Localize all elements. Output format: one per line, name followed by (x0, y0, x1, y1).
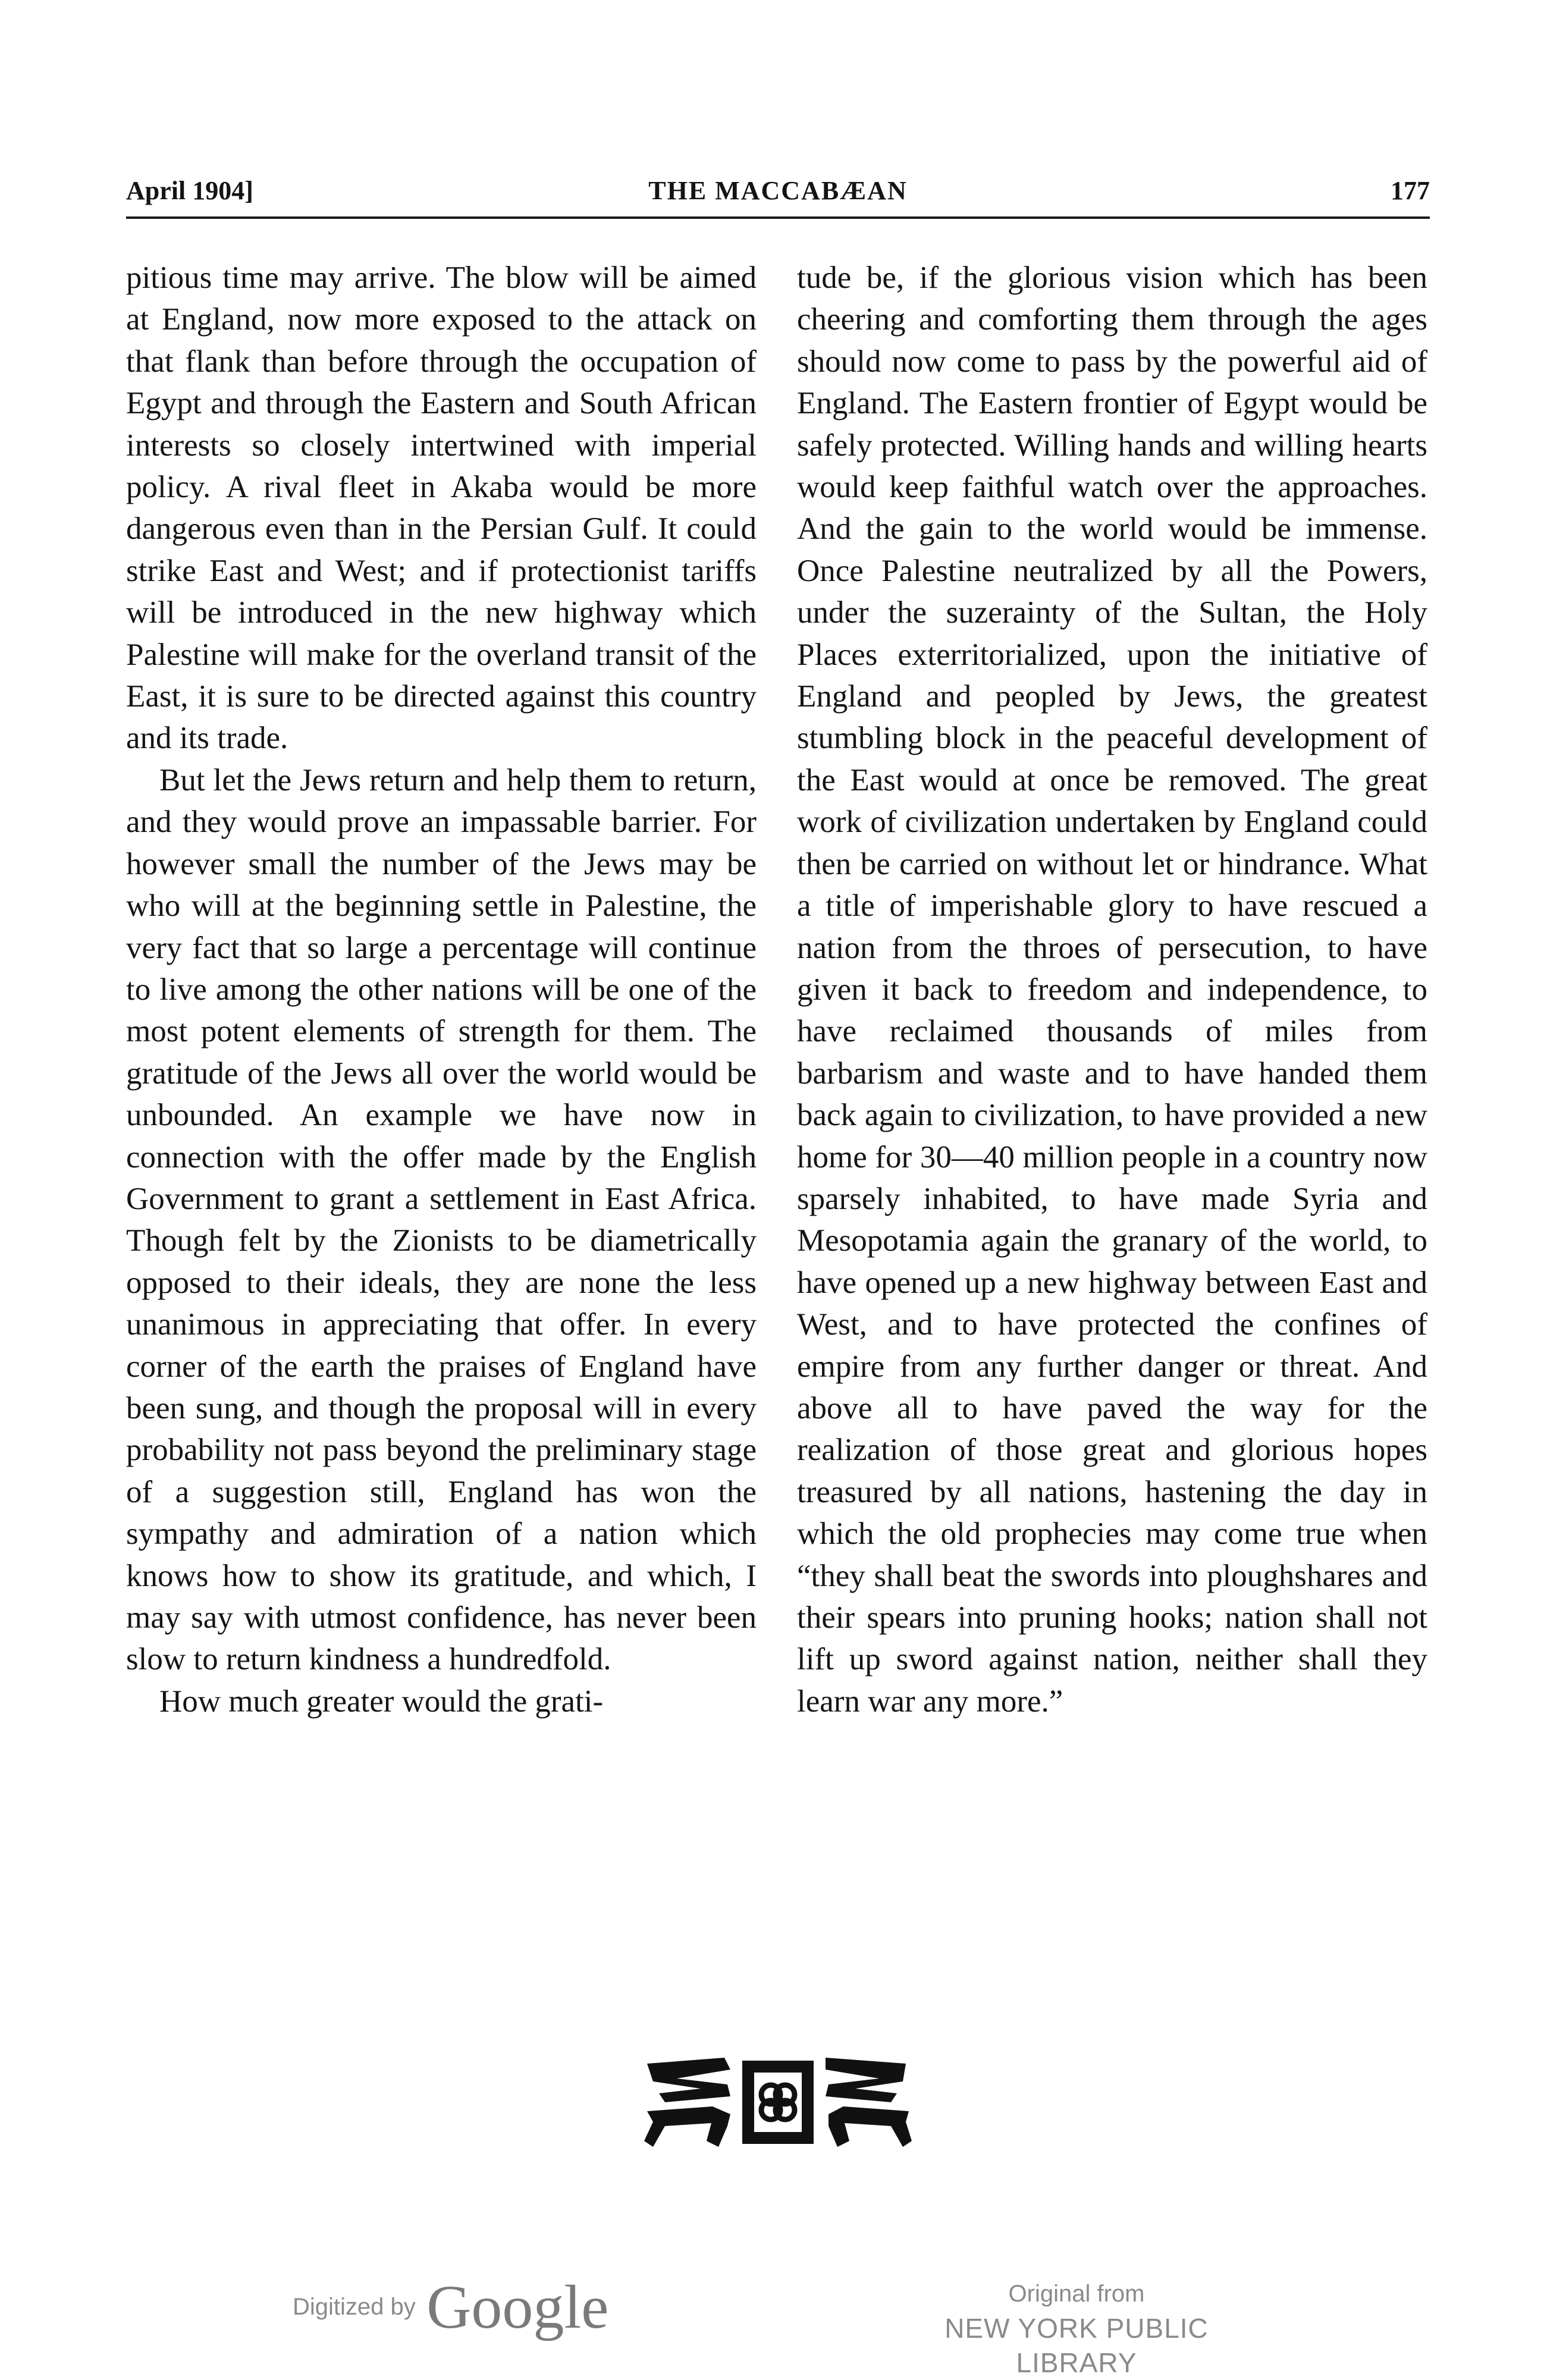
paragraph: But let the Jews return and help them to return, and they would prove an impassable barrier. For however small the number of the Jews may be who will at the beginning settle in Palestine, the very fact that so large a percentage will continue to live among the other nations will be one of the most potent elements of strength for them. The gratitude of the Jews all over the world would be unbounded. An example we have now in connection with the offer made by the English Government to grant a settlement in East Africa. Though felt by the Zionists to be diametrically opposed to their ideals, they are none the less unanimous in appreciating that offer. In every corner of the earth the praises of England have been sung, and though the proposal will in every probability not pass beyond the preliminary stage of a suggestion still, England has won the sympathy and admiration of a nation which knows how to show its gratitude, and which, I may say with utmost confidence, has never been slow to return kindness a hundredfold. (126, 762, 757, 1677)
digitized-label: Digitized by (293, 2294, 416, 2320)
running-header (126, 175, 1430, 217)
header-rule (126, 216, 1430, 219)
right-column (797, 257, 1427, 1722)
page-number: 177 (1391, 176, 1430, 205)
original-from-watermark (892, 2277, 1261, 2380)
digitized-by-watermark (293, 2272, 609, 2341)
paragraph: pitious time may arrive. The blow will be aimed at England, now more exposed to the attack on that flank than before through the occupation of Egypt and through the Eastern and South African interests so closely intertwined with imperial policy. A rival fleet in Akaba would be more dangerous even than in the Persian Gulf. It could strike East and West; and if protectionist tariffs will be introduced in the new highway which Palestine will make for the overland transit of the East, it is sure to be directed against this country and its trade. (126, 260, 757, 756)
original-from-label: Original from (1008, 2281, 1145, 2307)
paragraph: tude be, if the glorious vision which has been cheering and comforting them through the ages should now come to pass by the powerful aid of England. The Eastern frontier of Egypt would be safely protected. Willing hands and willing hearts would keep faithful watch over the approaches. And the gain to the world would be immense. Once Palestine neutralized by all the Powers, under the suzerainty of the Sultan, the Holy Places exterritorialized, upon the initiative of England and peopled by Jews, the greatest stumbling block in the peaceful development of the East would at once be removed. The great work of civilization undertaken by England could then be carried on without let or hindrance. What a title of imperishable glory to have rescued a nation from the throes of persecution, to have given it back to freedom and independence, to have reclaimed thousands of miles from barbarism and waste and to have handed them back again to civilization, to have provided a new home for 30—40 million people in a country now sparsely inhabited, to have made Syria and Mesopotamia again the granary of the world, to have opened up a new highway between East and West, and to have protected the confines of empire from any further danger or threat. And above all to have paved the way for the realization of those great and glorious hopes treasured by all nations, hastening the day in which the old prophecies may come true when “they shall beat the swords into ploughshares and their spears into pruning hooks; nation shall not lift up sword against nation, neither shall they learn war any more.” (797, 260, 1427, 1719)
decorative-tailpiece-icon (641, 2052, 915, 2153)
left-column (126, 257, 757, 1722)
paragraph: How much greater would the grati- (159, 1684, 604, 1719)
journal-title: THE MACCABÆAN (648, 176, 908, 205)
google-logo: Google (426, 2273, 609, 2341)
issue-date: April 1904] (126, 176, 253, 205)
library-name: NEW YORK PUBLIC LIBRARY (944, 2313, 1209, 2378)
